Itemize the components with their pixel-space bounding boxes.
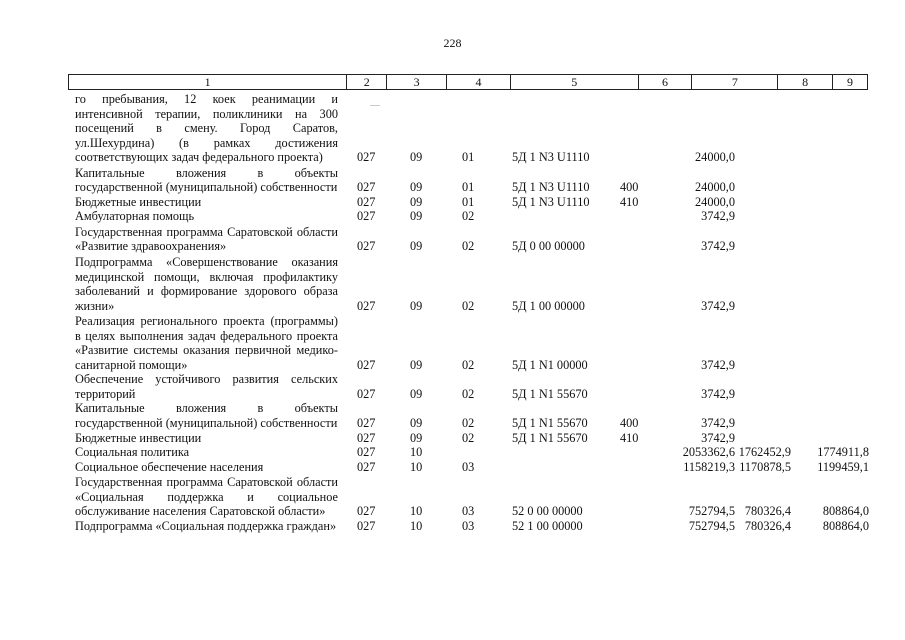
header-col-5: 5 [510,75,638,89]
cell-target-article: 5Д 1 00 00000 [512,298,585,313]
cell-name: Подпрограмма «Совершенствование оказания медицинской помощи, включая профилактику заболеваний и формирование здорового образа жизни» [75,255,338,313]
cell-section: 10 [410,504,423,519]
table-row [0,401,905,430]
header-col-1: 1 [204,74,211,89]
cell-amount-col7: 3742,9 [701,298,735,313]
cell-section: 09 [410,239,423,254]
table-body [0,92,905,533]
cell-subsection: 03 [462,459,475,474]
header-col-3: 3 [386,75,446,89]
cell-name: Бюджетные инвестиции [75,430,202,445]
cell-subsection: 03 [462,504,475,519]
cell-amount-col7: 24000,0 [695,150,735,165]
cell-name: Реализация регионального проекта (программы) в целях выполнения задач федерального проекта «Развитие системы оказания первичной медико-санитарной помощи» [75,314,338,372]
cell-amount-col7: 3742,9 [701,357,735,372]
cell-target-article: 52 1 00 00000 [512,518,583,533]
cell-name: Амбулаторная помощь [75,209,195,224]
cell-amount-col7: 3742,9 [701,430,735,445]
cell-amount-col9: 1199459,1 [817,459,869,474]
cell-amount-col7: 3742,9 [701,416,735,431]
cell-amount-col9: 808864,0 [822,518,869,533]
table-row [0,460,905,475]
header-col-9: 9 [832,75,867,89]
table-row [0,372,905,401]
cell-target-article: 5Д 1 N1 00000 [512,357,588,372]
cell-amount-col9: 808864,0 [822,504,869,519]
cell-target-article: 5Д 1 N1 55670 [512,430,588,445]
cell-subsection: 01 [462,180,475,195]
cell-section: 09 [410,298,423,313]
cell-amount-col7: 3742,9 [701,209,735,224]
cell-name: Социальное обеспечение населения [75,459,264,474]
cell-expense-type: 400 [620,416,639,431]
cell-admin-code: 027 [357,194,376,209]
cell-name: Обеспечение устойчивого развития сельских территорий [75,372,338,401]
cell-admin-code: 027 [357,298,376,313]
cell-subsection: 02 [462,298,475,313]
cell-amount-col7: 2053362,6 [682,445,735,460]
cell-name: Государственная программа Саратовской области «Социальная поддержка и социальное обслуживание населения Саратовской области» [75,475,338,519]
cell-expense-type: 400 [620,180,639,195]
cell-amount-col8: 780326,4 [744,518,791,533]
table-row [0,225,905,254]
cell-amount-col8: 1170878,5 [739,459,791,474]
cell-amount-col8: 780326,4 [744,504,791,519]
header-col-6: 6 [638,75,692,89]
cell-admin-code: 027 [357,357,376,372]
table-row [0,314,905,372]
table-row [0,475,905,519]
cell-admin-code: 027 [357,416,376,431]
cell-admin-code: 027 [357,459,376,474]
table-row [0,92,905,165]
table-row [0,445,905,460]
cell-subsection: 02 [462,416,475,431]
cell-admin-code: 027 [357,386,376,401]
cell-section: 09 [410,150,423,165]
cell-target-article: 5Д 1 N1 55670 [512,386,588,401]
cell-name: Социальная политика [75,445,190,460]
cell-target-article: 5Д 1 N1 55670 [512,416,588,431]
scan-dash-mark: — [370,100,380,111]
cell-admin-code: 027 [357,445,376,460]
cell-target-article: 5Д 0 00 00000 [512,239,585,254]
cell-section: 09 [410,416,423,431]
cell-admin-code: 027 [357,518,376,533]
cell-amount-col8: 1762452,9 [738,445,791,460]
cell-subsection: 01 [462,194,475,209]
cell-subsection: 02 [462,239,475,254]
cell-amount-col7: 24000,0 [695,180,735,195]
cell-admin-code: 027 [357,239,376,254]
cell-amount-col7: 24000,0 [695,194,735,209]
cell-section: 10 [410,459,423,474]
cell-section: 09 [410,194,423,209]
table-row [0,255,905,313]
cell-subsection: 01 [462,150,475,165]
header-col-2: 2 [346,75,386,89]
cell-amount-col7: 1158219,3 [683,459,735,474]
cell-admin-code: 027 [357,150,376,165]
header-col-8: 8 [777,75,832,89]
header-col-7: 7 [691,75,777,89]
cell-subsection: 02 [462,209,475,224]
cell-name: го пребывания, 12 коек реанимации и интенсивной терапии, поликлиники на 300 посещений в смену. Город Саратов, ул.Шехурдина) (в рамках достижения соответствующих задач федерального проекта) [75,92,338,165]
cell-amount-col7: 3742,9 [701,239,735,254]
cell-section: 09 [410,430,423,445]
table-header [68,74,868,90]
cell-section: 09 [410,357,423,372]
cell-target-article: 52 0 00 00000 [512,504,583,519]
table-row [0,166,905,195]
cell-name: Бюджетные инвестиции [75,194,202,209]
cell-name: Капитальные вложения в объекты государственной (муниципальной) собственности [75,401,338,431]
cell-section: 10 [410,445,423,460]
table-row [0,195,905,210]
cell-subsection: 02 [462,357,475,372]
header-col-4: 4 [446,75,510,89]
table-row [0,519,905,534]
cell-subsection: 02 [462,386,475,401]
cell-name: Подпрограмма «Социальная поддержка граждан» [75,518,337,533]
cell-amount-col7: 3742,9 [701,386,735,401]
cell-target-article: 5Д 1 N3 U1110 [512,180,590,195]
cell-target-article: 5Д 1 N3 U1110 [512,194,590,209]
cell-admin-code: 027 [357,180,376,195]
cell-name: Государственная программа Саратовской области «Развитие здравоохранения» [75,224,338,254]
table-row [0,209,905,224]
cell-subsection: 02 [462,430,475,445]
cell-admin-code: 027 [357,504,376,519]
page-number: 228 [443,36,462,50]
cell-section: 09 [410,180,423,195]
cell-amount-col7: 752794,5 [688,504,735,519]
cell-section: 09 [410,209,423,224]
cell-admin-code: 027 [357,209,376,224]
cell-section: 10 [410,518,423,533]
table-row [0,431,905,446]
cell-target-article: 5Д 1 N3 U1110 [512,150,590,165]
cell-section: 09 [410,386,423,401]
cell-name: Капитальные вложения в объекты государственной (муниципальной) собственности [75,165,338,195]
cell-subsection: 03 [462,518,475,533]
cell-amount-col7: 752794,5 [688,518,735,533]
cell-expense-type: 410 [620,430,639,445]
cell-amount-col9: 1774911,8 [817,445,869,460]
cell-expense-type: 410 [620,194,639,209]
cell-admin-code: 027 [357,430,376,445]
